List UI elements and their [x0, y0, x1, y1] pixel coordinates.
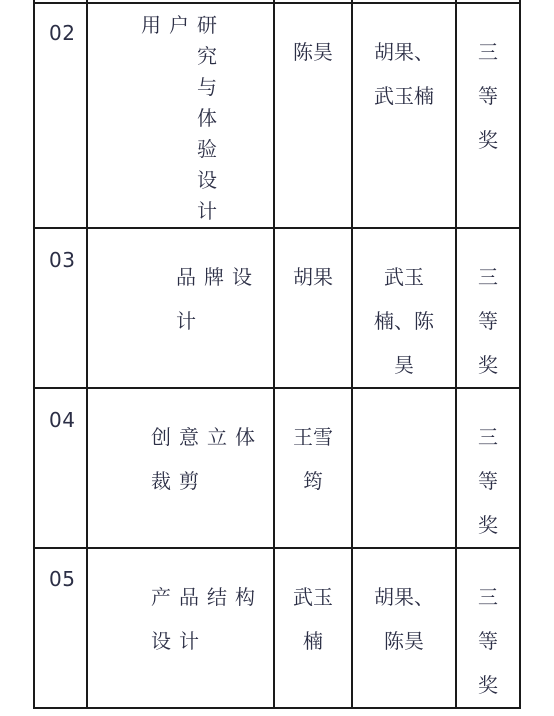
row-number: 05	[49, 567, 76, 591]
member-names: 胡果、 武玉楠	[374, 40, 434, 108]
award-level: 三 等 奖	[478, 40, 498, 152]
row-divider	[35, 227, 519, 229]
award-level: 三 等 奖	[478, 265, 498, 377]
column-divider	[273, 0, 275, 709]
leader-name: 陈昊	[293, 40, 333, 64]
award-level: 三 等 奖	[478, 425, 498, 537]
member-names: 武玉 楠、陈 昊	[374, 265, 434, 377]
award-level: 三 等 奖	[478, 585, 498, 697]
awards-table	[33, 0, 519, 709]
table-right-border	[519, 0, 521, 709]
project-name: 用户研 究 与 体 验 设 计	[141, 13, 225, 223]
row-divider	[35, 2, 519, 4]
leader-name: 武玉 楠	[293, 585, 333, 653]
project-name: 创意立体 裁剪	[151, 425, 263, 493]
leader-name: 胡果	[293, 265, 333, 289]
table-bottom-border	[35, 707, 519, 709]
row-divider	[35, 547, 519, 549]
column-divider	[86, 0, 88, 709]
project-name: 产品结构 设计	[151, 585, 263, 653]
row-number: 04	[49, 408, 76, 432]
leader-name: 王雪 筠	[293, 425, 333, 493]
column-divider	[351, 0, 353, 709]
row-divider	[35, 387, 519, 389]
column-divider	[455, 0, 457, 709]
project-name: 品牌设 计	[176, 265, 260, 333]
member-names: 胡果、 陈昊	[374, 585, 434, 653]
row-number: 03	[49, 248, 76, 272]
row-number: 02	[49, 21, 76, 45]
